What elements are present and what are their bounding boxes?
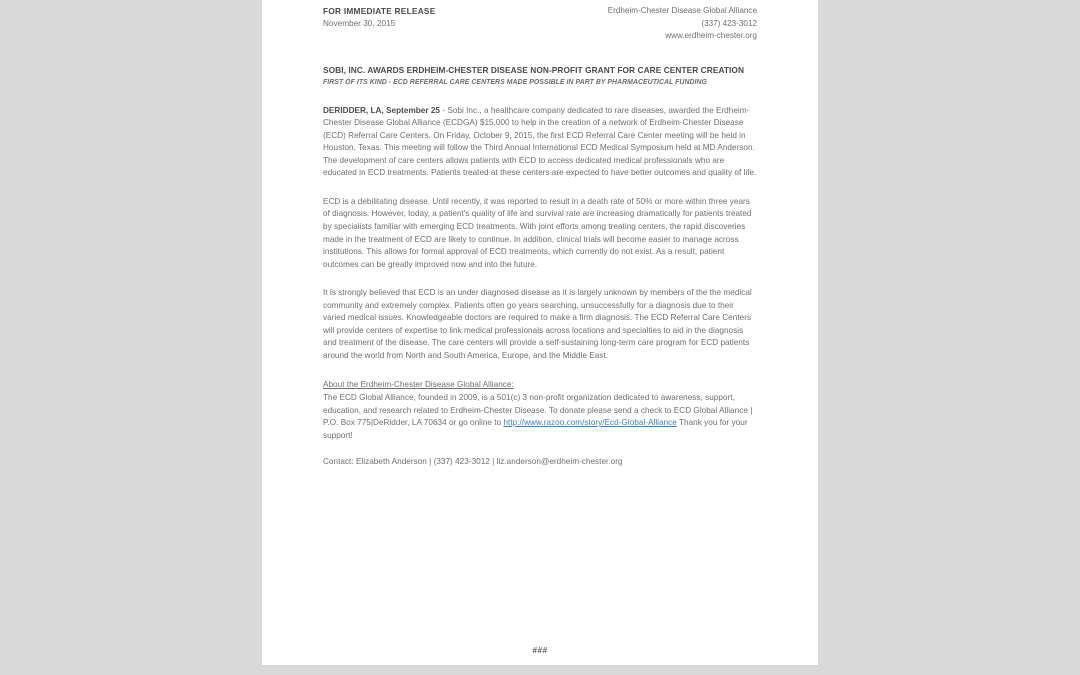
paragraph-text: ECD is a debilitating disease. Until recently, it was reported to result in a death rate of 50% or more within three years of diagnosis. However, today, a patient's quality of life and survival rate are increasing dramatically for patients treated by specialists familiar with emerging ECD treatments. With joint efforts among treating centers, the rapid discoveries made in the treatment of ECD are likely to continue. In addition, clinical trials will become easier to manage across institutions. This allows for formal approval of ECD treatments, which currently do not exist. As a result, patient outcomes can be greatly improved now and into the future. <box>323 196 752 269</box>
paragraph-text: It is strongly believed that ECD is an under diagnosed disease as it is largely unknown by members of the the medical community and extremely complex. Patients often go years searching, unsuccessfully for a diagnosis due to their varied medical issues. Knowledgeable doctors are required to make a firm diagnosis. The ECD Referral Care Centers will provide centers of expertise to link medical professionals across locations and specialties to aid in the diagnosis and treatment of the disease. The care centers will provide a self-sustaining long-term care program for ECD patients around the world from North and South America, Europe, and the Middle East. <box>323 288 752 360</box>
body-paragraph <box>323 196 757 271</box>
letterhead <box>323 5 757 43</box>
release-label: FOR IMMEDIATE RELEASE <box>323 6 436 16</box>
paragraph-text: - Sobi Inc., a healthcare company dedicated to rare diseases, awarded the Erdheim-Chester Disease Global Alliance (ECDGA) $15,000 to help in the creation of a network of Erdheim-Chester Disease (ECD) Referral Care Centers. On Friday, October 9, 2015, the first ECD Referral Care Center meeting will be held in Houston, Texas. This meeting will follow the Third Annual International ECD Medical Symposium held at MD Anderson. The development of care centers allows patients with ECD to access dedicated medical professionals who are educated in ECD treatments. Patients treated at these centers are expected to have better outcomes and quality of life. <box>323 105 757 178</box>
about-text-before-link: The ECD Global Alliance, founded in 2009, is a 501(c) 3 non-profit organization dedicated to awareness, support, education, and research related to Erdheim-Chester Disease. To donate please send a check to ECD Global Alliance | P.O. Box 775|DeRidder, LA 70634 or go online to <box>323 393 753 428</box>
document-page <box>262 0 818 665</box>
press-release-content <box>323 5 757 655</box>
headline: SOBI, INC. AWARDS ERDHEIM-CHESTER DISEASE NON-PROFIT GRANT FOR CARE CENTER CREATION <box>323 64 745 75</box>
dateline: DERIDDER, LA, September 25 <box>323 105 440 115</box>
donation-link[interactable]: http://www.razoo.com/story/Ecd-Global-Alliance <box>503 418 677 428</box>
about-text-after-link: Thank you for your support! <box>323 418 748 440</box>
organization-phone: (337) 423-3012 <box>701 18 757 28</box>
organization-website: www.erdheim-chester.org <box>665 31 757 41</box>
end-mark: ### <box>532 645 548 655</box>
organization-name: Erdheim-Chester Disease Global Alliance <box>607 6 757 15</box>
contact-line: Contact: Elizabeth Anderson | (337) 423-3012 | liz.anderson@erdheim-chester.org <box>323 457 623 467</box>
about-section <box>323 379 757 442</box>
body-paragraph <box>323 287 757 362</box>
letterhead-left <box>323 5 436 30</box>
letterhead-right <box>608 5 757 43</box>
headline-block <box>323 65 757 89</box>
subheadline: FIRST OF ITS KIND - ECD REFERRAL CARE CENTERS MADE POSSIBLE IN PART BY PHARMACEUTICAL FUNDING <box>323 79 707 87</box>
body-paragraph <box>323 105 757 180</box>
release-date: November 30, 2015 <box>323 18 396 28</box>
about-heading: About the Erdheim-Chester Disease Global Alliance: <box>323 380 514 390</box>
